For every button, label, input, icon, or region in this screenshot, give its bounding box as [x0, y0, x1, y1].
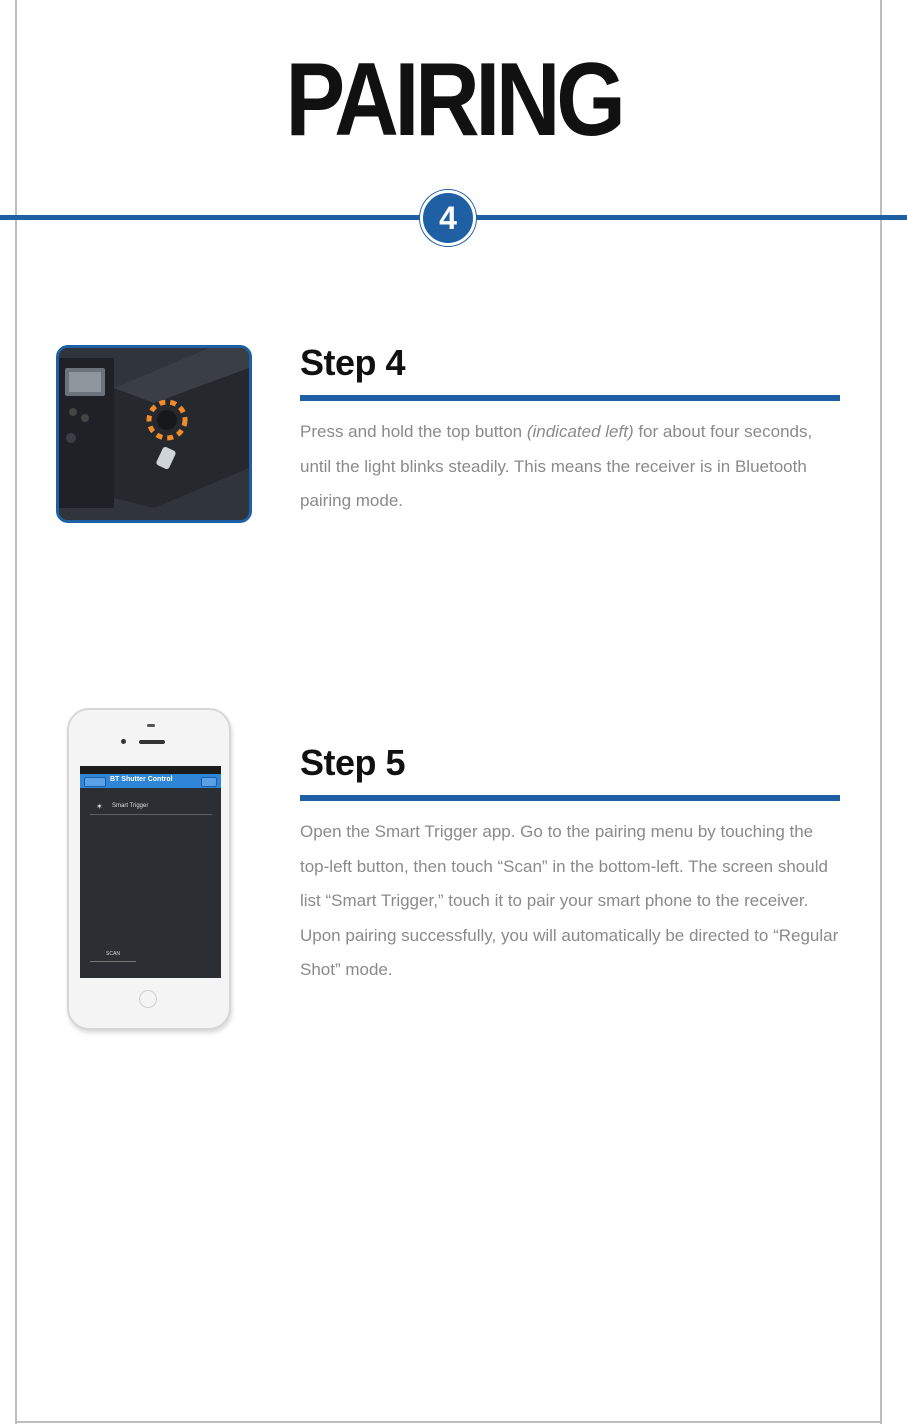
phone-status-bar [80, 766, 221, 774]
page-border-left [15, 0, 17, 1424]
step-4-text-part1: Press and hold the top button [300, 422, 527, 441]
smartphone-image [67, 708, 231, 1030]
step-4-text [300, 415, 840, 519]
phone-screen [80, 766, 221, 978]
page-border-right [880, 0, 882, 1424]
step-5-rule [300, 795, 840, 801]
step-4-text-italic: (indicated left) [526, 422, 634, 441]
step-4 [300, 342, 840, 519]
page-title: PAIRING [285, 42, 622, 158]
home-button [139, 990, 157, 1008]
scan-button: SCAN [90, 948, 136, 962]
section-number-badge: 4 [420, 190, 476, 246]
page-border-bottom [15, 1421, 882, 1423]
device-list-item [90, 800, 212, 815]
pairing-menu-button [84, 777, 106, 787]
step-5-title: Step 5 [300, 742, 406, 783]
receiver-photo [56, 345, 252, 523]
phone-sensor [147, 724, 155, 727]
phone-camera [121, 739, 126, 744]
step-4-rule [300, 395, 840, 401]
app-nav-bar [80, 774, 221, 788]
bluetooth-icon: ✶ [96, 802, 103, 811]
nav-right-button [201, 777, 217, 787]
receiver-illustration [59, 348, 249, 520]
step-4-title: Step 4 [300, 342, 406, 383]
step-5-text: Open the Smart Trigger app. Go to the pairing menu by touching the top-left button, then touch “Scan” in the bottom-left. The screen should list “Smart Trigger,” touch it to pair your smart phone to the receiver. Upon pairing successfully, you will automatically be directed to “Regular Shot” mode. [300, 822, 839, 979]
step-4-text-part2: for about four seconds, until the light blinks steadily. This means the receiver is in Bluetooth pairing mode. [300, 422, 813, 510]
device-label: Smart Trigger [112, 803, 149, 809]
step-5 [300, 742, 840, 988]
phone-speaker [139, 740, 165, 744]
app-title: BT Shutter Control [110, 776, 173, 783]
